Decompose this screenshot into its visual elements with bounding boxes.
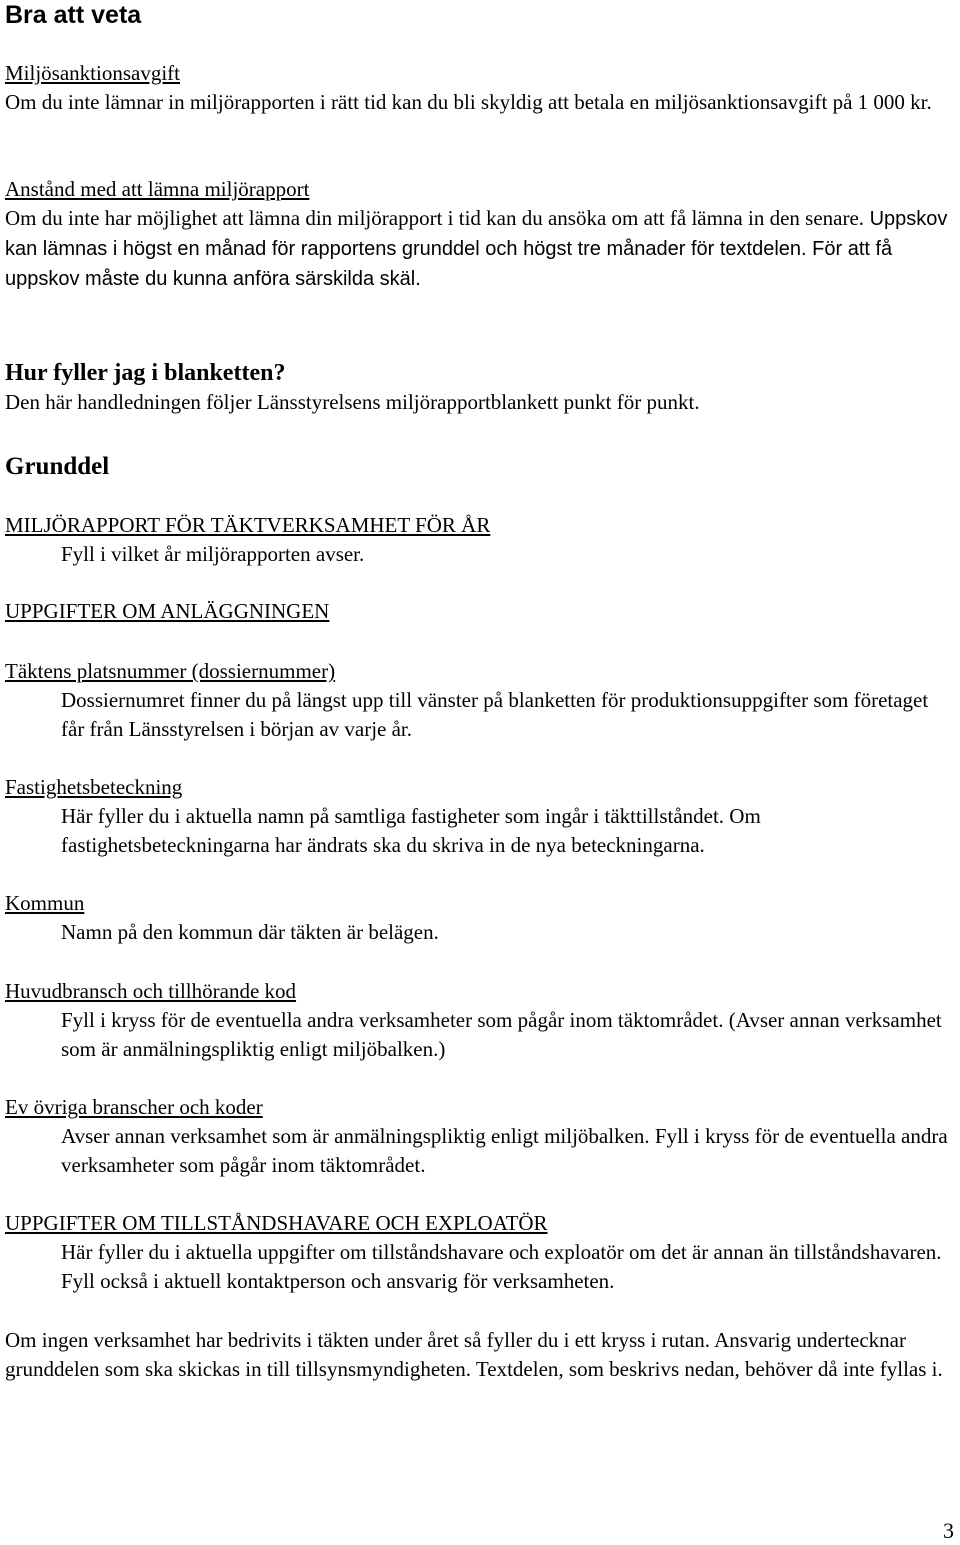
- heading-bra-att-veta: Bra att veta: [5, 1, 142, 29]
- section-platsnummer: [5, 657, 955, 744]
- section-huvudbransch: [5, 977, 955, 1064]
- subheading-miljorapport-ar: MILJÖRAPPORT FÖR TÄKTVERKSAMHET FÖR ÅR: [5, 513, 491, 537]
- subheading-tillstandshavare: UPPGIFTER OM TILLSTÅNDSHAVARE OCH EXPLOATÖR: [5, 1211, 548, 1235]
- section-miljorapport-ar: [5, 511, 955, 569]
- subheading-anstand: Anstånd med att lämna miljörapport: [5, 177, 310, 201]
- section-fastighetsbeteckning: [5, 773, 955, 860]
- heading-hur-fyller: Hur fyller jag i blanketten?: [5, 360, 286, 386]
- page-number: 3: [943, 1518, 954, 1543]
- text-hur-fyller: Den här handledningen följer Länsstyrelsens miljörapportblankett punkt för punkt.: [5, 390, 700, 414]
- text-miljosanktionsavgift: Om du inte lämnar in miljörapporten i rätt tid kan du bli skyldig att betala en miljösanktionsavgift på 1 000 kr.: [5, 90, 932, 114]
- text-huvudbransch: Fyll i kryss för de eventuella andra verksamheter som pågår inom täktområdet. (Avser annan verksamhet som är anmälningspliktig enligt miljöbalken.): [61, 1008, 942, 1061]
- subheading-kommun: Kommun: [5, 891, 85, 915]
- text-kommun: Namn på den kommun där täkten är belägen.: [61, 920, 439, 944]
- section-anstand: [5, 175, 955, 294]
- heading-grunddel: Grunddel: [5, 453, 110, 480]
- section-ovriga-branscher: [5, 1093, 955, 1180]
- subheading-miljosanktionsavgift: Miljösanktionsavgift: [5, 61, 180, 85]
- subheading-uppgifter-anlaggningen: UPPGIFTER OM ANLÄGGNINGEN: [5, 599, 330, 623]
- section-miljosanktionsavgift: [5, 59, 955, 117]
- text-anstand: [5, 204, 955, 294]
- subheading-huvudbransch: Huvudbransch och tillhörande kod: [5, 979, 297, 1003]
- text-miljorapport-ar: Fyll i vilket år miljörapporten avser.: [61, 542, 365, 566]
- text-anstand-sans: Uppskov kan lämnas i högst en månad för rapportens grunddel och högst tre månader för textdelen. För att få uppskov måste du kunna anföra särskilda skäl.: [5, 208, 948, 290]
- subheading-platsnummer: Täktens platsnummer (dossiernummer): [5, 659, 336, 683]
- text-ovriga-branscher: Avser annan verksamhet som är anmälningspliktig enligt miljöbalken. Fyll i kryss för de eventuella andra verksamheter som pågår inom täktområdet.: [61, 1124, 948, 1177]
- section-kommun: [5, 889, 955, 947]
- subheading-ovriga-branscher: Ev övriga branscher och koder: [5, 1095, 263, 1119]
- text-ingen-verksamhet: Om ingen verksamhet har bedrivits i täkten under året så fyller du i ett kryss i rutan. Ansvarig undertecknar grunddelen som ska skickas in till tillsynsmyndigheten. Textdelen, som beskrivs nedan, behöver då inte fyllas i.: [5, 1328, 943, 1381]
- text-fastighetsbeteckning: Här fyller du i aktuella namn på samtliga fastigheter som ingår i täkttillståndet. Om fastighetsbeteckningarna har ändrats ska du skriva in de nya beteckningarna.: [61, 804, 761, 857]
- text-anstand-serif: Om du inte har möjlighet att lämna din miljörapport i tid kan du ansöka om att få lämna in den senare.: [5, 206, 865, 230]
- subheading-fastighetsbeteckning: Fastighetsbeteckning: [5, 775, 183, 799]
- text-platsnummer: Dossiernumret finner du på längst upp till vänster på blanketten för produktionsuppgifter som företaget får från Länsstyrelsen i början av varje år.: [61, 688, 929, 741]
- section-hur-fyller: [5, 358, 955, 417]
- text-tillstandshavare: Här fyller du i aktuella uppgifter om tillståndshavare och exploatör om det är annan än tillståndshavaren. Fyll också i aktuell kontaktperson och ansvarig för verksamheten.: [61, 1240, 942, 1293]
- section-tillstandshavare: [5, 1209, 955, 1296]
